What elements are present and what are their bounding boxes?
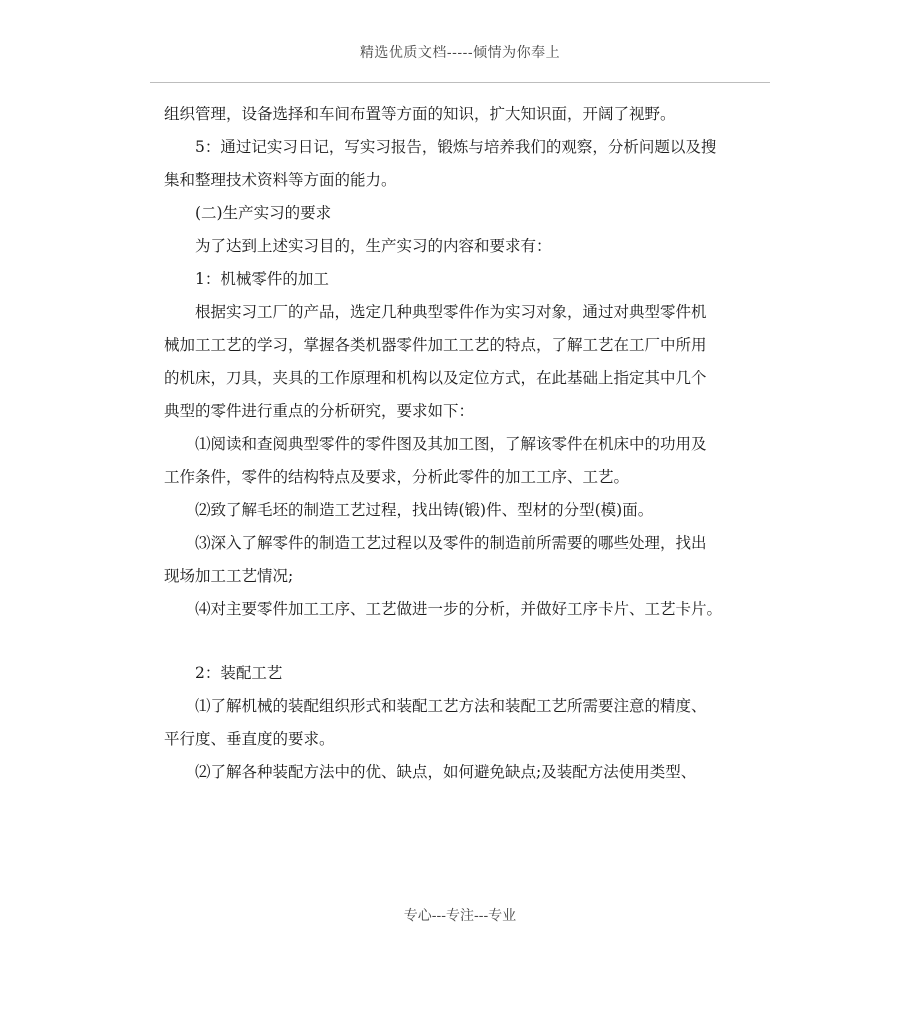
- list-item: ⑵致了解毛坯的制造工艺过程，找出铸(锻)件、型材的分型(模)面。: [195, 501, 654, 519]
- list-item: ⑷对主要零件加工工序、工艺做进一步的分析，并做好工序卡片、工艺卡片。: [195, 600, 723, 618]
- paragraph-line: 为了达到上述实习目的，生产实习的内容和要求有：: [195, 237, 552, 255]
- paragraph-line: 的机床，刀具，夹具的工作原理和机构以及定位方式，在此基础上指定其中几个: [164, 369, 707, 387]
- paragraph-line: 现场加工工艺情况;: [164, 567, 294, 585]
- paragraph-line: 根据实习工厂的产品，选定几种典型零件作为实习对象，通过对典型零件机: [195, 303, 707, 321]
- document-body: [164, 98, 784, 789]
- paragraph-line: 工作条件，零件的结构特点及要求，分析此零件的加工工序、工艺。: [164, 468, 630, 486]
- subsection-heading: 2：装配工艺: [195, 664, 283, 682]
- header-divider: [150, 82, 770, 83]
- subsection-heading: 1：机械零件的加工: [195, 270, 329, 288]
- blank-line: [164, 626, 784, 657]
- page-header: 精选优质文档-----倾情为你奉上: [359, 45, 561, 61]
- list-item: ⑴了解机械的装配组织形式和装配工艺方法和装配工艺所需要注意的精度、: [195, 697, 707, 715]
- paragraph-line: 械加工工艺的学习，掌握各类机器零件加工工艺的特点，了解工艺在工厂中所用: [164, 336, 707, 354]
- page-footer: 专心---专注---专业: [403, 908, 517, 924]
- paragraph-line: 集和整理技术资料等方面的能力。: [164, 171, 397, 189]
- list-item: ⑶深入了解零件的制造工艺过程以及零件的制造前所需要的哪些处理，找出: [195, 534, 707, 552]
- section-heading: (二)生产实习的要求: [195, 204, 332, 222]
- list-item: ⑴阅读和查阅典型零件的零件图及其加工图，了解该零件在机床中的功用及: [195, 435, 707, 453]
- paragraph-line: 平行度、垂直度的要求。: [164, 730, 335, 748]
- paragraph-line: 典型的零件进行重点的分析研究，要求如下：: [164, 402, 475, 420]
- paragraph-line: 组织管理，设备选择和车间布置等方面的知识，扩大知识面，开阔了视野。: [164, 105, 676, 123]
- paragraph-line: 5：通过记实习日记，写实习报告，锻炼与培养我们的观察，分析问题以及搜: [195, 138, 717, 156]
- list-item: ⑵了解各种装配方法中的优、缺点，如何避免缺点;及装配方法使用类型、: [195, 763, 697, 781]
